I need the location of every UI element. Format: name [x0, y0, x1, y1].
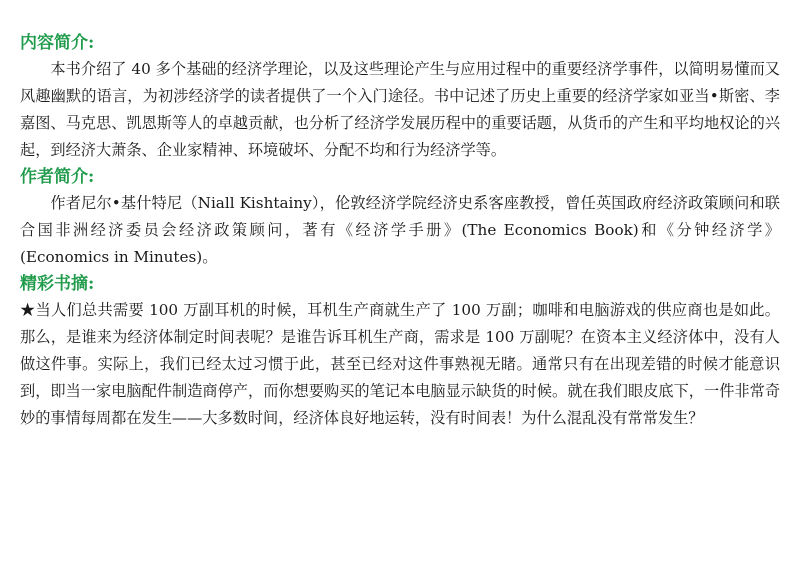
- excerpt-text: ★当人们总共需要 100 万副耳机的时候，耳机生产商就生产了 100 万副；咖啡和电脑游戏的供应商也是如此。那么，是谁来为经济体制定时间表呢？是谁告诉耳机生产商，需求是 100 万副呢？在资本主义经济体中，没有人做这件事。实际上，我们已经太过习惯于此，甚至已经对这件事熟视无睹。通常只有在出现差错的时候才能意识到，即当一家电脑配件制造商停产，而你想要购买的笔记本电脑显示缺货的时候。就在我们眼皮底下，一件非常奇妙的事情每周都在发生——大多数时间，经济体良好地运转，没有时间表！为什么混乱没有常常发生？: [20, 301, 780, 427]
- excerpt-heading: 精彩书摘:: [20, 274, 95, 294]
- author-intro-text: 作者尼尔•基什特尼（Niall Kishtainy），伦敦经济学院经济史系客座教授，曾任英国政府经济政策顾问和联合国非洲经济委员会经济政策顾问，著有《经济学手册》(The Economics Book)和《分钟经济学》(Economics in Minutes)。: [20, 194, 780, 266]
- excerpt-section: [20, 271, 780, 432]
- content-summary-section: [20, 30, 780, 164]
- content-summary-text: 本书介绍了 40 多个基础的经济学理论，以及这些理论产生与应用过程中的重要经济学事件，以简明易懂而又风趣幽默的语言，为初涉经济学的读者提供了一个入门途径。书中记述了历史上重要的经济学家如亚当•斯密、李嘉图、马克思、凯恩斯等人的卓越贡献，也分析了经济学发展历程中的重要话题，从货币的产生和平均地权论的兴起，到经济大萧条、企业家精神、环境破坏、分配不均和行为经济学等。: [20, 60, 780, 159]
- content-summary-heading: 内容简介:: [20, 33, 95, 53]
- author-intro-heading: 作者简介:: [20, 167, 95, 187]
- author-intro-section: [20, 164, 780, 271]
- book-info-page: [20, 30, 780, 432]
